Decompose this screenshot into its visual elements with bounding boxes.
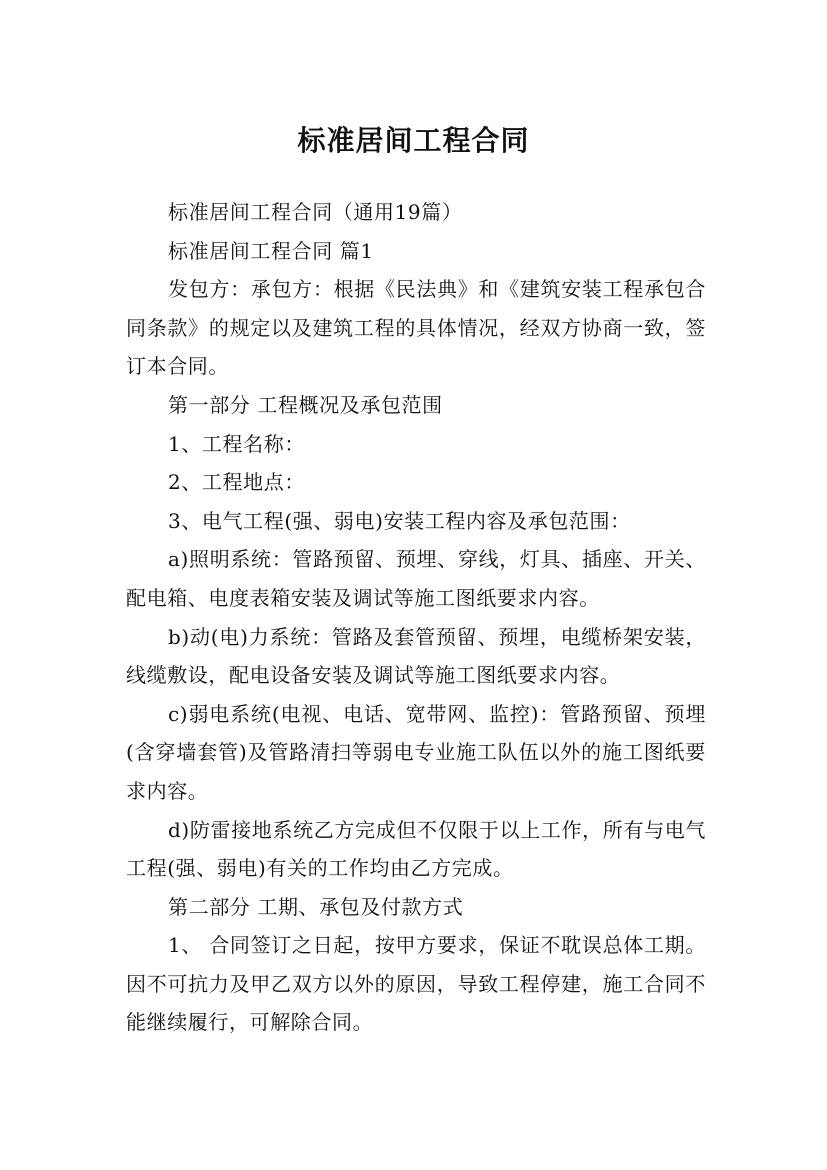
project-name-item: 1、工程名称： — [168, 431, 305, 456]
lightning-protection-paragraph: d)防雷接地系统乙方完成但不仅限于以上工作，所有与电气工程(强、弱电)有关的工作均由乙方完成。 — [126, 817, 706, 881]
weak-current-system-paragraph: c)弱电系统(电视、电话、宽带网、监控)：管路预留、预埋(含穿墙套管)及管路清扫等弱电专业施工队伍以外的施工图纸要求内容。 — [126, 701, 706, 803]
project-location-item: 2、工程地点： — [168, 470, 305, 495]
chapter-heading: 标准居间工程合同 篇1 — [168, 238, 374, 263]
power-system-paragraph: b)动(电)力系统：管路及套管预留、预埋，电缆桥架安装，线缆敷设，配电设备安装及调试等施工图纸要求内容。 — [126, 624, 706, 688]
schedule-paragraph: 1、 合同签订之日起，按甲方要求，保证不耽误总体工期。因不可抗力及甲乙双方以外的原因，导致工程停建，施工合同不能继续履行，可解除合同。 — [126, 933, 706, 1035]
document-body — [126, 193, 706, 1042]
intro-paragraph: 发包方：承包方：根据《民法典》和《建筑安装工程承包合同条款》的规定以及建筑工程的具体情况，经双方协商一致，签订本合同。 — [126, 277, 706, 379]
section-heading-part-one: 第一部分 工程概况及承包范围 — [168, 392, 443, 417]
section-heading-part-two: 第二部分 工期、承包及付款方式 — [168, 894, 464, 919]
scope-item: 3、电气工程(强、弱电)安装工程内容及承包范围： — [168, 508, 631, 533]
lighting-system-paragraph: a)照明系统：管路预留、预埋、穿线，灯具、插座、开关、配电箱、电度表箱安装及调试等施工图纸要求内容。 — [126, 547, 706, 610]
document-title: 标准居间工程合同 — [297, 123, 530, 157]
subtitle-paragraph: 标准居间工程合同（通用19篇） — [168, 200, 463, 224]
